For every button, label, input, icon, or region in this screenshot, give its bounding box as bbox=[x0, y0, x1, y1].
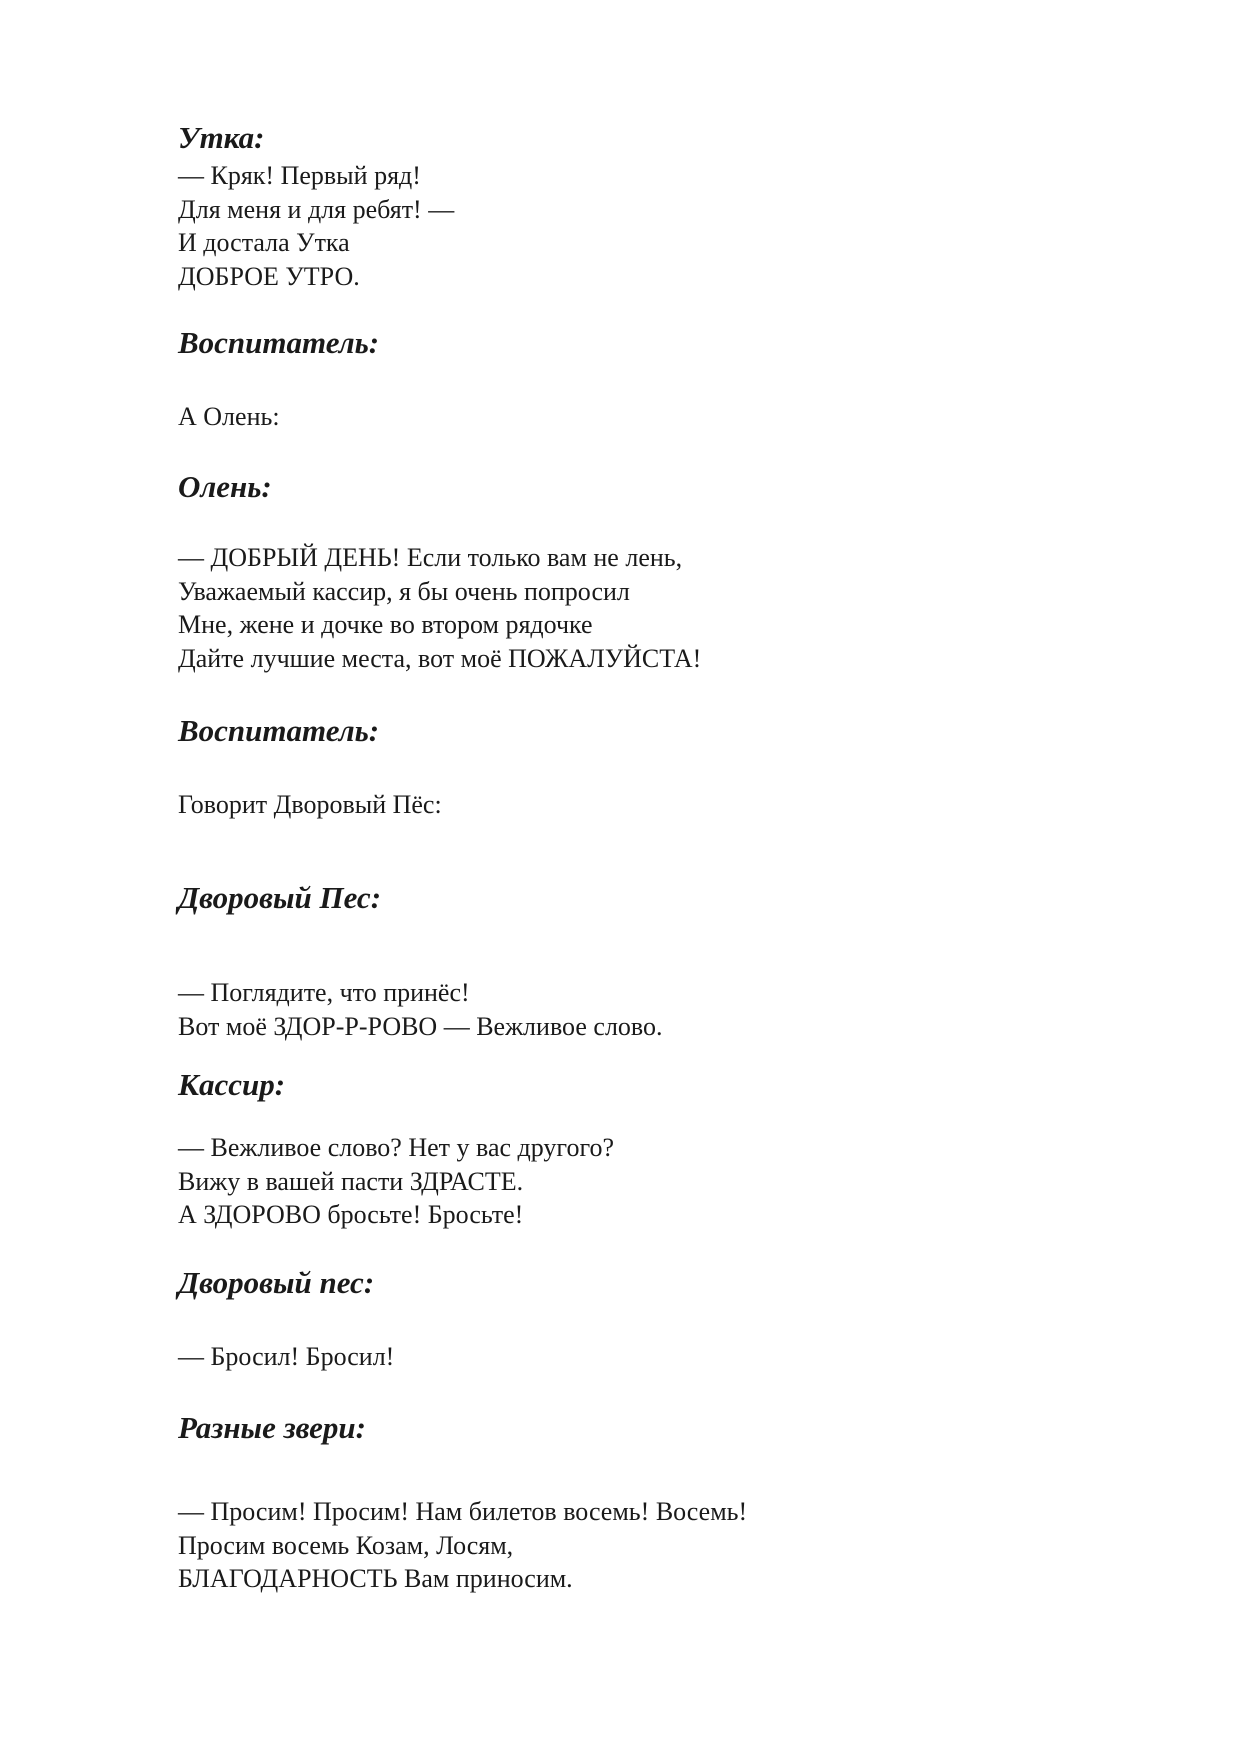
dialogue-line: — Бросил! Бросил! bbox=[178, 1342, 395, 1371]
dialogue-line: — ДОБРЫЙ ДЕНЬ! Если только вам не лень, bbox=[178, 543, 683, 572]
speaker-heading: Воспитатель: bbox=[178, 713, 380, 748]
dialogue-line: Для меня и для ребят! — bbox=[178, 194, 455, 224]
dialogue-line: А Олень: bbox=[178, 402, 280, 431]
speaker-heading: Утка: bbox=[178, 120, 265, 155]
dialogue-line: — Поглядите, что принёс! bbox=[178, 978, 470, 1007]
dialogue-line: Вижу в вашей пасти ЗДРАСТЕ. bbox=[178, 1166, 524, 1196]
dialogue-line: Дайте лучшие места, вот моё ПОЖАЛУЙСТА! bbox=[178, 643, 702, 673]
dialogue-line: — Просим! Просим! Нам билетов восемь! Восемь! bbox=[178, 1497, 748, 1526]
dialogue-lines bbox=[178, 541, 701, 675]
dialogue-line: Мне, жене и дочке во втором рядочке bbox=[178, 610, 593, 639]
speaker-heading: Кассир: bbox=[178, 1067, 286, 1102]
dialogue-lines bbox=[178, 400, 280, 434]
dialogue-line: БЛАГОДАРНОСТЬ Вам приносим. bbox=[178, 1564, 573, 1593]
dialogue-line: Уважаемый кассир, я бы очень попросил bbox=[178, 576, 630, 606]
speaker-heading: Дворовый пес: bbox=[178, 1265, 375, 1300]
dialogue-lines bbox=[178, 1131, 614, 1232]
speaker-heading: Олень: bbox=[178, 469, 272, 504]
dialogue-line: Вот моё ЗДОР-Р-РОВО — Вежливое слово. bbox=[178, 1011, 663, 1041]
speaker-heading: Воспитатель: bbox=[178, 325, 380, 360]
speaker-heading: Разные звери: bbox=[178, 1410, 366, 1445]
dialogue-line: ДОБРОЕ УТРО. bbox=[178, 261, 360, 291]
dialogue-line: Просим восемь Козам, Лосям, bbox=[178, 1530, 514, 1560]
dialogue-line: — Вежливое слово? Нет у вас другого? bbox=[178, 1133, 614, 1162]
speaker-heading: Дворовый Пес: bbox=[178, 880, 382, 915]
dialogue-line: А ЗДОРОВО бросьте! Бросьте! bbox=[178, 1200, 524, 1229]
dialogue-lines bbox=[178, 1340, 394, 1374]
dialogue-line: Говорит Дворовый Пёс: bbox=[178, 790, 442, 819]
dialogue-line: И достала Утка bbox=[178, 228, 350, 257]
dialogue-lines bbox=[178, 1495, 747, 1596]
dialogue-lines bbox=[178, 976, 663, 1043]
dialogue-lines bbox=[178, 788, 442, 822]
dialogue-line: — Кряк! Первый ряд! bbox=[178, 161, 421, 190]
dialogue-lines bbox=[178, 159, 454, 293]
